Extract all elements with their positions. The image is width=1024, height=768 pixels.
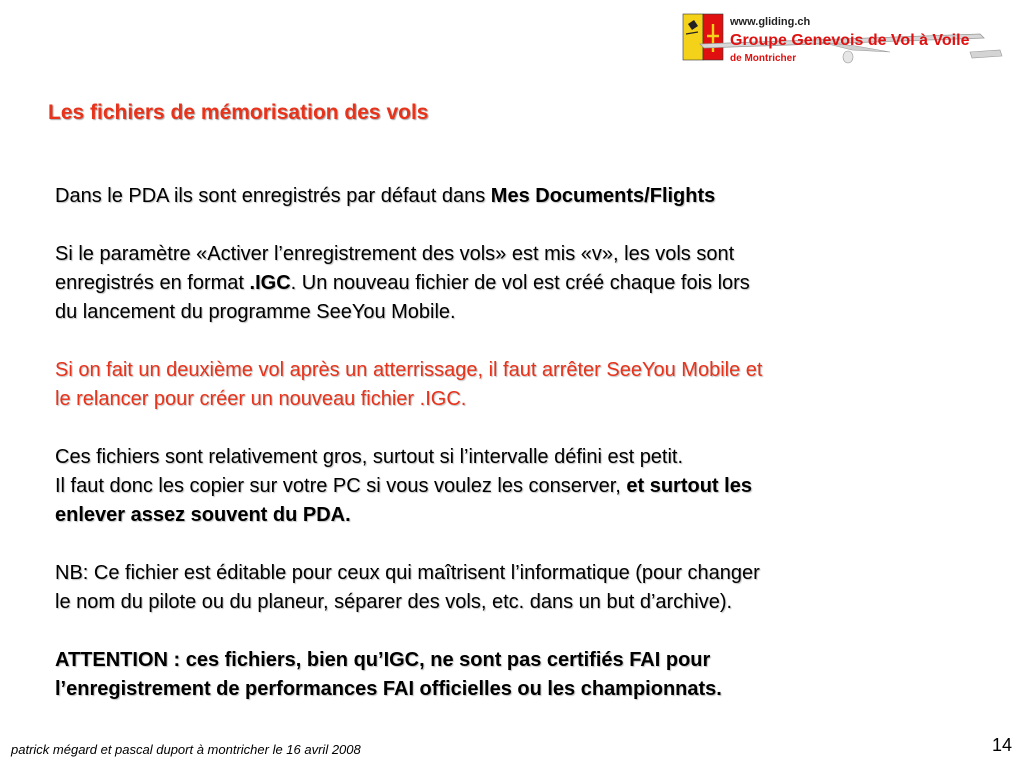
text-line: ATTENTION : ces fichiers, bien qu’IGC, ne sont pas certifiés FAI pour <box>55 649 711 671</box>
text-line: Si le paramètre «Activer l’enregistrement des vols» est mis «v», les vols sont <box>55 243 735 265</box>
slide-body <box>55 182 980 733</box>
folder-path: Mes Documents/Flights <box>490 185 716 207</box>
text-segment: enregistrés en format <box>55 272 250 294</box>
text-line <box>55 182 980 211</box>
text-line: du lancement du programme SeeYou Mobile. <box>55 301 456 323</box>
club-logo <box>680 12 1010 74</box>
text-segment: . Un nouveau fichier de vol est créé chaque fois lors <box>290 272 750 294</box>
emphasis-text: et surtout les <box>626 475 752 497</box>
text-line: l’enregistrement de performances FAI officielles ou les championnats. <box>55 678 722 700</box>
emphasis-line: enlever assez souvent du PDA. <box>55 504 351 526</box>
logo-club-name: Groupe Genevois de Vol à Voile <box>730 32 970 49</box>
page-title: Les fichiers de mémorisation des vols <box>48 101 429 124</box>
text-segment: Il faut donc les copier sur votre PC si vous voulez les conserver, <box>55 475 627 497</box>
text-line: NB: Ce fichier est éditable pour ceux qui maîtrisent l’informatique (pour changer <box>55 562 760 584</box>
logo-url: www.gliding.ch <box>730 16 811 28</box>
glider-flag-icon <box>680 12 1010 74</box>
paragraph-attention <box>55 646 980 704</box>
paragraph-igc-format <box>55 240 980 327</box>
text-line: le nom du pilote ou du planeur, séparer des vols, etc. dans un but d’archive). <box>55 591 733 613</box>
paragraph-file-size <box>55 443 980 530</box>
paragraph-second-flight-warning <box>55 356 980 414</box>
text-line <box>55 472 980 501</box>
text-line: Ces fichiers sont relativement gros, surtout si l’intervalle défini est petit. <box>55 446 684 468</box>
igc-extension: .IGC <box>249 272 291 294</box>
page-number: 14 <box>992 735 1013 755</box>
text-segment: Dans le PDA ils sont enregistrés par défaut dans <box>55 185 491 207</box>
text-line: le relancer pour créer un nouveau fichier .IGC. <box>55 388 467 410</box>
paragraph-default-folder <box>55 182 980 211</box>
logo-location: de Montricher <box>730 53 797 64</box>
footer-credit: patrick mégard et pascal duport à montricher le 16 avril 2008 <box>11 742 361 757</box>
text-line: Si on fait un deuxième vol après un atterrissage, il faut arrêter SeeYou Mobile et <box>55 359 763 381</box>
paragraph-editable-note <box>55 559 980 617</box>
text-line <box>55 269 980 298</box>
